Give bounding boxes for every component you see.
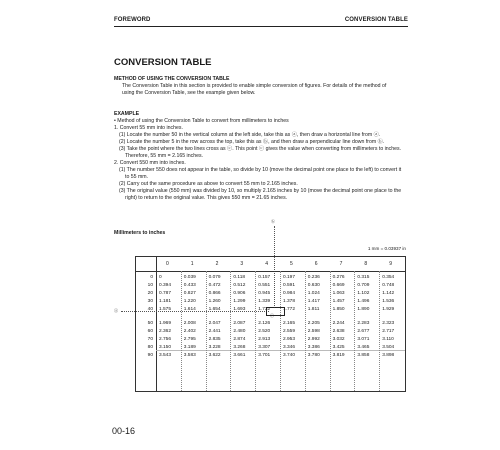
table-cell: 3.898 [382,352,395,358]
table-row-label: 70 [147,336,153,342]
table-row-label: 0 [150,275,153,280]
table-cell: 1.024 [307,291,320,297]
table-row-label: 50 [147,320,153,326]
table-cell: 3.307 [258,344,271,350]
table-cell: 2.795 [183,336,196,342]
marker-b: ⓑ [271,219,275,224]
table-row-label: 30 [147,299,153,305]
table-cell: 3.386 [307,344,320,350]
table-cell: 1.260 [208,299,221,305]
table-cell: 0.315 [357,275,370,280]
table-column-divider [330,271,331,391]
table-cell: 0.118 [233,275,246,280]
table-cell: 2.047 [208,320,221,326]
table-cell: 0.472 [208,283,221,289]
table-cell: 0.591 [283,283,296,289]
table-cell: 0.630 [307,283,320,289]
table-cell: 3.661 [233,352,246,358]
table-cell: 3.032 [332,336,345,342]
header-rule [114,26,408,27]
table-cell: 2.913 [258,336,271,342]
table-cell: 2.402 [183,328,196,334]
table-cell: 1.378 [283,299,296,305]
table-cell: 1.496 [357,299,370,305]
table-cell: 3.346 [283,344,296,350]
table-cell: 0.866 [208,291,221,297]
table-cell: 0.157 [258,275,271,280]
table-cell: 2.205 [307,320,320,326]
table-column-divider [206,271,207,391]
table-cell: 3.543 [159,352,172,358]
table-cell: 2.480 [233,328,246,334]
table-cell: 1.969 [159,320,172,326]
table-cell: 0.433 [183,283,196,289]
table-cell: 0.197 [283,275,296,280]
table-cell: 2.008 [183,320,196,326]
table-column-divider [280,271,281,391]
table-column-header: 0 [166,261,169,267]
table-cell: 2.638 [332,328,345,334]
table-cell: 1.575 [159,307,172,313]
example-step: (2) Carry out the same procedure as above to convert 55 mm to 2.165 inches. [119,181,298,187]
table-cell: 2.283 [357,320,370,326]
table-row-label-separator [156,257,157,391]
table-cell: 0.079 [208,275,221,280]
table-cell: 2.244 [332,320,345,326]
table-cell: 1.536 [382,299,395,305]
page-number: 00-16 [112,426,136,436]
table-cell: 0.039 [183,275,196,280]
table-cell: 1.654 [208,307,221,313]
table-cell: 2.441 [208,328,221,334]
table-cell: 0.354 [382,275,395,280]
header-section-label: FOREWORD [114,17,151,23]
example-list [114,118,404,202]
table-cell: 1.693 [233,307,246,313]
table-cell: 1.220 [183,299,196,305]
table-cell: 0.787 [159,291,172,297]
table-cell: 0.748 [382,283,395,289]
table-cell: 3.504 [382,344,395,350]
table-cell: 1.890 [357,307,370,313]
table-cell: 3.465 [357,344,370,350]
table-cell: 2.677 [357,328,370,334]
table-row-label: 90 [147,352,153,358]
example-step: (2) Locate the number 5 in the row across the top, take this as ⓑ, and then draw a perpendicular line down from ⓑ. [119,139,385,145]
example-heading: EXAMPLE [114,111,140,117]
table-cell: 0.551 [258,283,271,289]
table-cell: 0.945 [258,291,271,297]
example-step: (3) Take the point where the two lines cross as ⓒ. This point ⓒ gives the value when converting from millimeters to inches. Therefore, 55 mm = 2.165 inches. [119,146,402,159]
table-column-header: 3 [240,261,244,267]
table-cell: 2.756 [159,336,172,342]
table-cell: 3.701 [258,352,271,358]
table-cell: 1.299 [233,299,246,305]
table-cell: 0.276 [332,275,345,280]
conversion-table [135,256,406,392]
example-step: 2. Convert 550 mm into inches. [114,160,186,166]
table-title: Millimeters to inches [114,230,166,236]
table-cell: 3.228 [208,344,221,350]
marker-a: ⓐ [114,308,118,313]
table-cell: 0.827 [183,291,196,297]
example-step: 1. Convert 55 mm into inches. [114,125,183,131]
table-column-divider [354,271,355,391]
table-cell: 2.165 [283,320,296,326]
table-cell: 3.268 [233,344,246,350]
table-row-label: 80 [147,344,153,350]
table-cell: 2.717 [382,328,395,334]
table-column-header: 5 [290,261,293,267]
table-cell: 3.071 [357,336,370,342]
table-column-divider [305,271,306,391]
table-column-divider [255,271,256,391]
table-cell: 3.110 [382,336,394,342]
table-cell: 2.559 [283,328,296,334]
table-row-label: 20 [147,291,153,297]
table-cell: 2.835 [208,336,221,342]
table-cell: 0.236 [307,275,320,280]
table-row-label: 10 [147,283,153,289]
table-column-header: 9 [389,261,392,267]
table-column-header: 8 [364,261,368,267]
table-cell: 1.811 [307,307,320,313]
table-cell: 1.417 [307,299,320,305]
table-cell: 0.984 [283,291,296,297]
table-cell: 3.780 [307,352,320,358]
table-row-label: 40 [147,307,153,313]
table-cell: 0.512 [233,283,246,289]
marker-c: ⓒ [270,313,274,318]
table-cell: 0.394 [159,283,172,289]
table-cell: 2.874 [233,336,246,342]
table-cell: 1.142 [382,291,395,297]
table-cell: 0.709 [357,283,370,289]
table-column-header: 2 [215,261,219,267]
table-cell: 1.063 [332,291,345,297]
table-cell: 3.189 [183,344,196,350]
table-cell: 3.819 [332,352,345,358]
table-column-header: 1 [190,261,194,267]
method-body: The Conversion Table in this section is provided to enable simple conversion of figures. For details of the method of using the Conversion Table, see the example given below. [122,83,387,96]
table-cell: 2.362 [159,328,172,334]
table-cell: 1.102 [357,291,370,297]
example-step: (1) The number 550 does not appear in the table, so divide by 10 (move the decimal point one place to the left) to convert it to 55 mm. [119,167,402,180]
example-step: • Method of using the Conversion Table to convert from millimeters to inches [114,118,289,124]
table-cell: 1.614 [183,307,196,313]
table-cell: 3.740 [283,352,296,358]
table-cell: 0 [159,275,162,280]
table-cell: 1.457 [332,299,345,305]
table-cell: 2.598 [307,328,320,334]
table-cell: 2.126 [258,320,271,326]
example-step: (1) Locate the number 50 in the vertical column at the left side, take this as ⓐ, then draw a horizontal line from ⓐ. [119,132,381,138]
marker-a-guide-line [121,311,269,312]
table-cell: 1.929 [382,307,395,313]
intersection-highlight [266,307,285,316]
table-cell: 1.772 [283,307,296,313]
table-cell: 1.850 [332,307,345,313]
table-column-header: 4 [265,261,268,267]
table-cell: 2.323 [382,320,395,326]
table-column-header: 6 [314,261,318,267]
table-cell: 2.520 [258,328,271,334]
table-cell: 1.339 [258,299,271,305]
table-row-label: 60 [147,328,153,334]
table-cell: 3.425 [332,344,345,350]
table-column-divider [379,271,380,391]
table-cell: 1.732 [258,307,271,313]
table-cell: 1.181 [159,299,172,305]
method-heading: METHOD OF USING THE CONVERSION TABLE [114,76,230,82]
table-cell: 0.669 [332,283,345,289]
unit-note: 1 mm = 0.03937 in [367,246,406,251]
table-column-divider [230,271,231,391]
table-cell: 2.087 [233,320,246,326]
table-cell: 3.622 [208,352,221,358]
table-column-divider [181,271,182,391]
example-step: (3) The original value (550 mm) was divided by 10, so multiply 2.165 inches by 10 (move the decimal point one place to the right) to return to the original value. This gives 550 mm = 21.65 inches. [119,188,402,201]
table-cell: 0.906 [233,291,246,297]
page-title: CONVERSION TABLE [114,57,212,68]
table-cell: 3.583 [183,352,196,358]
table-cell: 3.150 [159,344,172,350]
table-cell: 2.992 [307,336,320,342]
table-cell: 2.953 [283,336,296,342]
running-header [114,17,408,28]
table-column-header: 7 [339,261,343,267]
table-cell: 3.858 [357,352,370,358]
header-topic-label: CONVERSION TABLE [344,17,408,23]
